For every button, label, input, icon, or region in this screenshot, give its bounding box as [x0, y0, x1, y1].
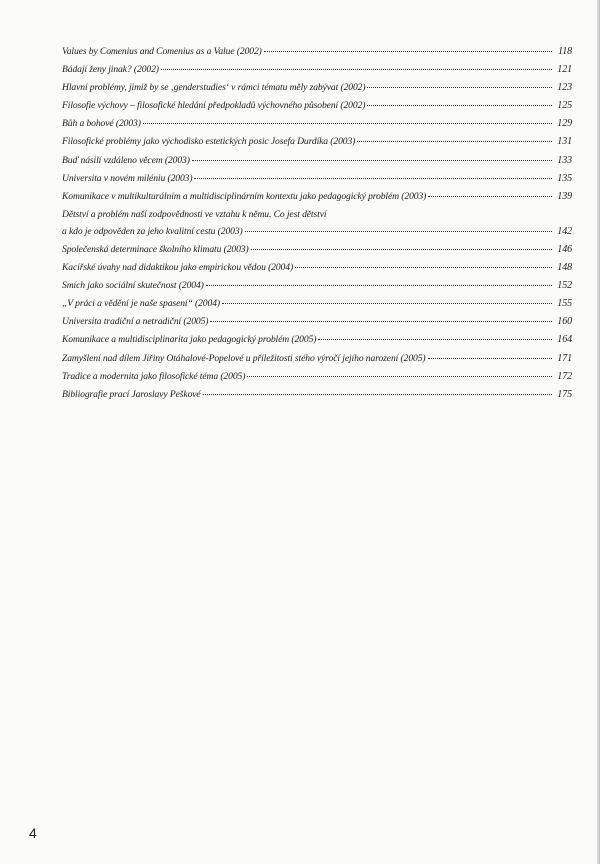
toc-entry	[62, 389, 572, 401]
dot-leader	[367, 105, 552, 106]
dot-leader	[367, 87, 552, 88]
toc-entry	[62, 316, 572, 328]
toc-entry-title: Komunikace v multikulturálním a multidisciplinárním kontextu jako pedagogický problém (2003)	[62, 190, 427, 202]
toc-entry-title: Zamyšlení nad dílem Jiřiny Otáhalové-Popelové u příležitosti stého výročí jejího narození (2005)	[62, 352, 426, 364]
dot-leader	[295, 267, 552, 268]
toc-entry-title: Filosofie výchovy – filosofické hledání předpokladů výchovného působení (2002)	[62, 100, 366, 112]
toc-entry-page: 160	[557, 316, 572, 328]
toc-entry-page: 125	[557, 100, 572, 112]
dot-leader	[264, 51, 552, 52]
toc-entry-page: 175	[557, 388, 572, 400]
toc-entry	[62, 136, 572, 148]
toc-entry-page: 152	[557, 280, 572, 292]
toc-entry-title: Buď násilí vzdáleno věcem (2003)	[62, 154, 190, 166]
dot-leader	[222, 303, 552, 304]
toc-entry	[62, 353, 572, 365]
toc-entry-title: Hlavní problémy, jimiž by se ‚genderstudies‘ v rámci tématu měly zabývat (2002)	[62, 82, 366, 94]
dot-leader	[192, 160, 552, 161]
toc-entry-title: Bádají ženy jinak? (2002)	[62, 64, 159, 76]
toc-entry-title: „V práci a vědění je naše spasení“ (2004)	[62, 298, 220, 310]
toc-entry-page: 172	[557, 370, 572, 382]
toc-entry-page: 123	[557, 82, 572, 94]
toc-entry	[62, 262, 572, 274]
dot-leader	[251, 249, 552, 250]
toc-entry	[62, 209, 572, 238]
toc-entry	[62, 173, 572, 185]
toc-entry-page: 131	[557, 136, 572, 148]
dot-leader	[318, 339, 552, 340]
dot-leader	[143, 123, 552, 124]
toc-entry-title: Komunikace a multidisciplinarita jako pedagogický problém (2005)	[62, 334, 317, 346]
dot-leader	[245, 231, 552, 232]
toc-entry-title: Universita tradiční a netradiční (2005)	[62, 316, 209, 328]
dot-leader	[357, 141, 552, 142]
toc-entry-title: Values by Comenius and Comenius as a Value (2002)	[62, 46, 262, 57]
toc-entry-title: Universita v novém miléniu (2003)	[62, 172, 193, 184]
toc-entry-page: 171	[557, 352, 572, 364]
toc-entry-page: 129	[557, 118, 572, 130]
dot-leader	[210, 321, 552, 322]
toc-entry-page: 148	[557, 262, 572, 274]
toc-entry	[62, 244, 572, 256]
toc-entry-page: 155	[557, 298, 572, 310]
toc-entry-page: 135	[557, 172, 572, 184]
toc-entry-title: Bibliografie prací Jaroslavy Peškové	[62, 388, 201, 400]
dot-leader	[206, 285, 552, 286]
toc-entry-page: 164	[557, 334, 572, 346]
toc-entry-page: 118	[558, 46, 572, 57]
toc-entry-title: Kacířské úvahy nad didaktikou jako empirickou vědou (2004)	[62, 262, 294, 274]
toc-entry	[62, 298, 572, 310]
toc-entry	[62, 118, 572, 130]
dot-leader	[247, 376, 552, 377]
toc-entry-page: 133	[557, 154, 572, 166]
dot-leader	[194, 178, 552, 179]
dot-leader	[161, 69, 552, 70]
dot-leader	[203, 394, 552, 395]
toc-entry-title: a kdo je odpověden za jeho kvalitní cestu (2003)	[62, 225, 243, 237]
toc-entry-page: 139	[557, 190, 572, 202]
toc-entry-title: Tradice a modernita jako filosofické téma (2005)	[62, 370, 246, 382]
toc-entry	[62, 46, 572, 58]
toc-entry-title: Filosofické problémy jako východisko estetických posic Josefa Durdíka (2003)	[62, 136, 356, 148]
toc-entry	[62, 82, 572, 94]
toc-entry	[62, 155, 572, 167]
toc-entry-page: 142	[557, 225, 572, 237]
toc-entry	[62, 280, 572, 292]
toc-entry-page: 146	[557, 243, 572, 255]
dot-leader	[428, 358, 552, 359]
toc-entry-title-line: Dětství a problém naší zodpovědnosti ve vztahu k němu. Co jest dětství	[62, 208, 327, 220]
toc-entry	[62, 100, 572, 112]
page-number: 4	[29, 825, 37, 841]
toc-entry-page: 121	[557, 64, 572, 76]
toc-entry	[62, 371, 572, 383]
toc-entry-title: Smích jako sociální skutečnost (2004)	[62, 280, 204, 292]
toc-entry	[62, 191, 572, 203]
toc-entry-title: Bůh a bohové (2003)	[62, 118, 141, 130]
toc-entry	[62, 334, 572, 346]
toc-entry	[62, 64, 572, 76]
table-of-contents	[62, 46, 572, 407]
toc-entry-title: Společenská determinace školního klimatu (2003)	[62, 243, 249, 255]
dot-leader	[428, 196, 552, 197]
